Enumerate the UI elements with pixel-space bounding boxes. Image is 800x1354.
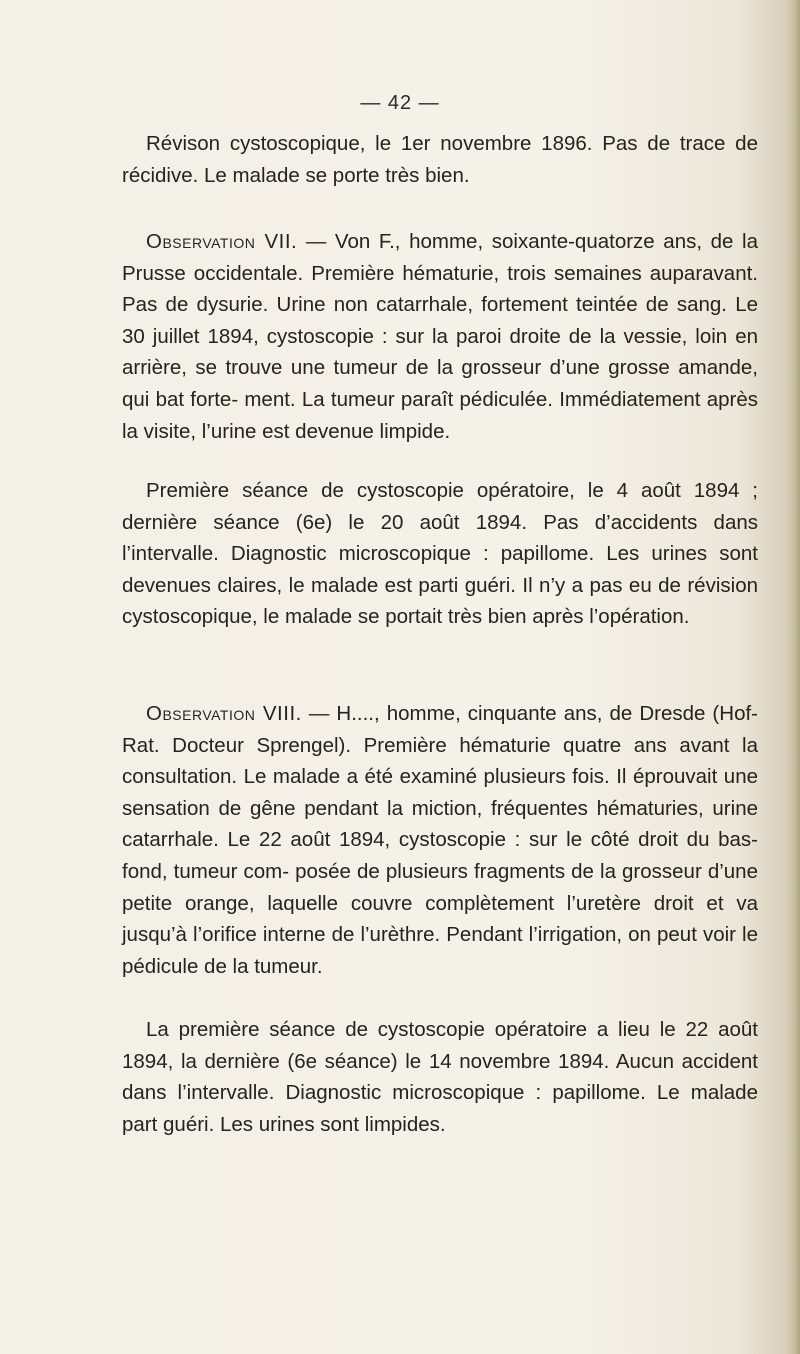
paragraph-text: — Von F., homme, soixante-quatorze ans, de la Prusse occidentale. Première hématurie, trois semaines auparavant. Pas de dysurie. Urine non catarrhale, fortement teintée de sang. Le 30 juillet 1894, cystoscopie : sur la paroi droite de la vessie, loin en arrière, se trouve une tumeur de la grosseur d’une grosse amande, qui bat forte- ment. La tumeur paraît pédiculée. Immédiatement après la visite, l’urine est devenue limpide.: [122, 230, 758, 443]
paragraph-body: [122, 698, 758, 982]
observation-heading: Observation VIII.: [146, 702, 302, 725]
paragraph-text: — H...., homme, cinquante ans, de Dresde (Hof-Rat. Docteur Sprengel). Première hématurie quatre ans avant la consultation. Le malade a été examiné plusieurs fois. Il éprouvait une sensation de gêne pendant la miction, fréquentes hématuries, urine catarrhale. Le 22 août 1894, cystoscopie : sur le côté droit du bas-fond, tumeur com- posée de plusieurs fragments de la grosseur d’une petite orange, laquelle couvre complètement l’uretère droit et va jusqu’à l’orifice interne de l’urèthre. Pendant l’irrigation, on peut voir le pédicule de la tumeur.: [122, 702, 758, 978]
observation-heading: Observation VII.: [146, 230, 298, 253]
paragraph-observation-vii: [122, 226, 758, 447]
paragraph-observation-viii: [122, 698, 758, 982]
page-edge-shadow: [786, 0, 800, 1354]
paragraph-observation-viii-continued: [122, 1014, 758, 1140]
paragraph-observation-vii-continued: [122, 475, 758, 633]
paragraph-text: Première séance de cystoscopie opératoire, le 4 août 1894 ; dernière séance (6e) le 20 août 1894. Pas d’accidents dans l’intervalle. Diagnostic microscopique : papillome. Les urines sont devenues claires, le malade est parti guéri. Il n’y a pas eu de révision cystoscopique, le malade se portait très bien après l’opération.: [122, 479, 758, 629]
paragraph-text: La première séance de cystoscopie opératoire a lieu le 22 août 1894, la dernière (6e séance) le 14 novembre 1894. Aucun accident dans l’intervalle. Diagnostic microscopique : papillome. Le malade part guéri. Les urines sont limpides.: [122, 1018, 758, 1136]
paragraph-text: Révison cystoscopique, le 1er novembre 1896. Pas de trace de récidive. Le malade se porte très bien.: [122, 132, 758, 187]
paragraph-body: [122, 226, 758, 447]
paragraph-revision: [122, 128, 758, 191]
page-number: — 42 —: [360, 92, 440, 114]
